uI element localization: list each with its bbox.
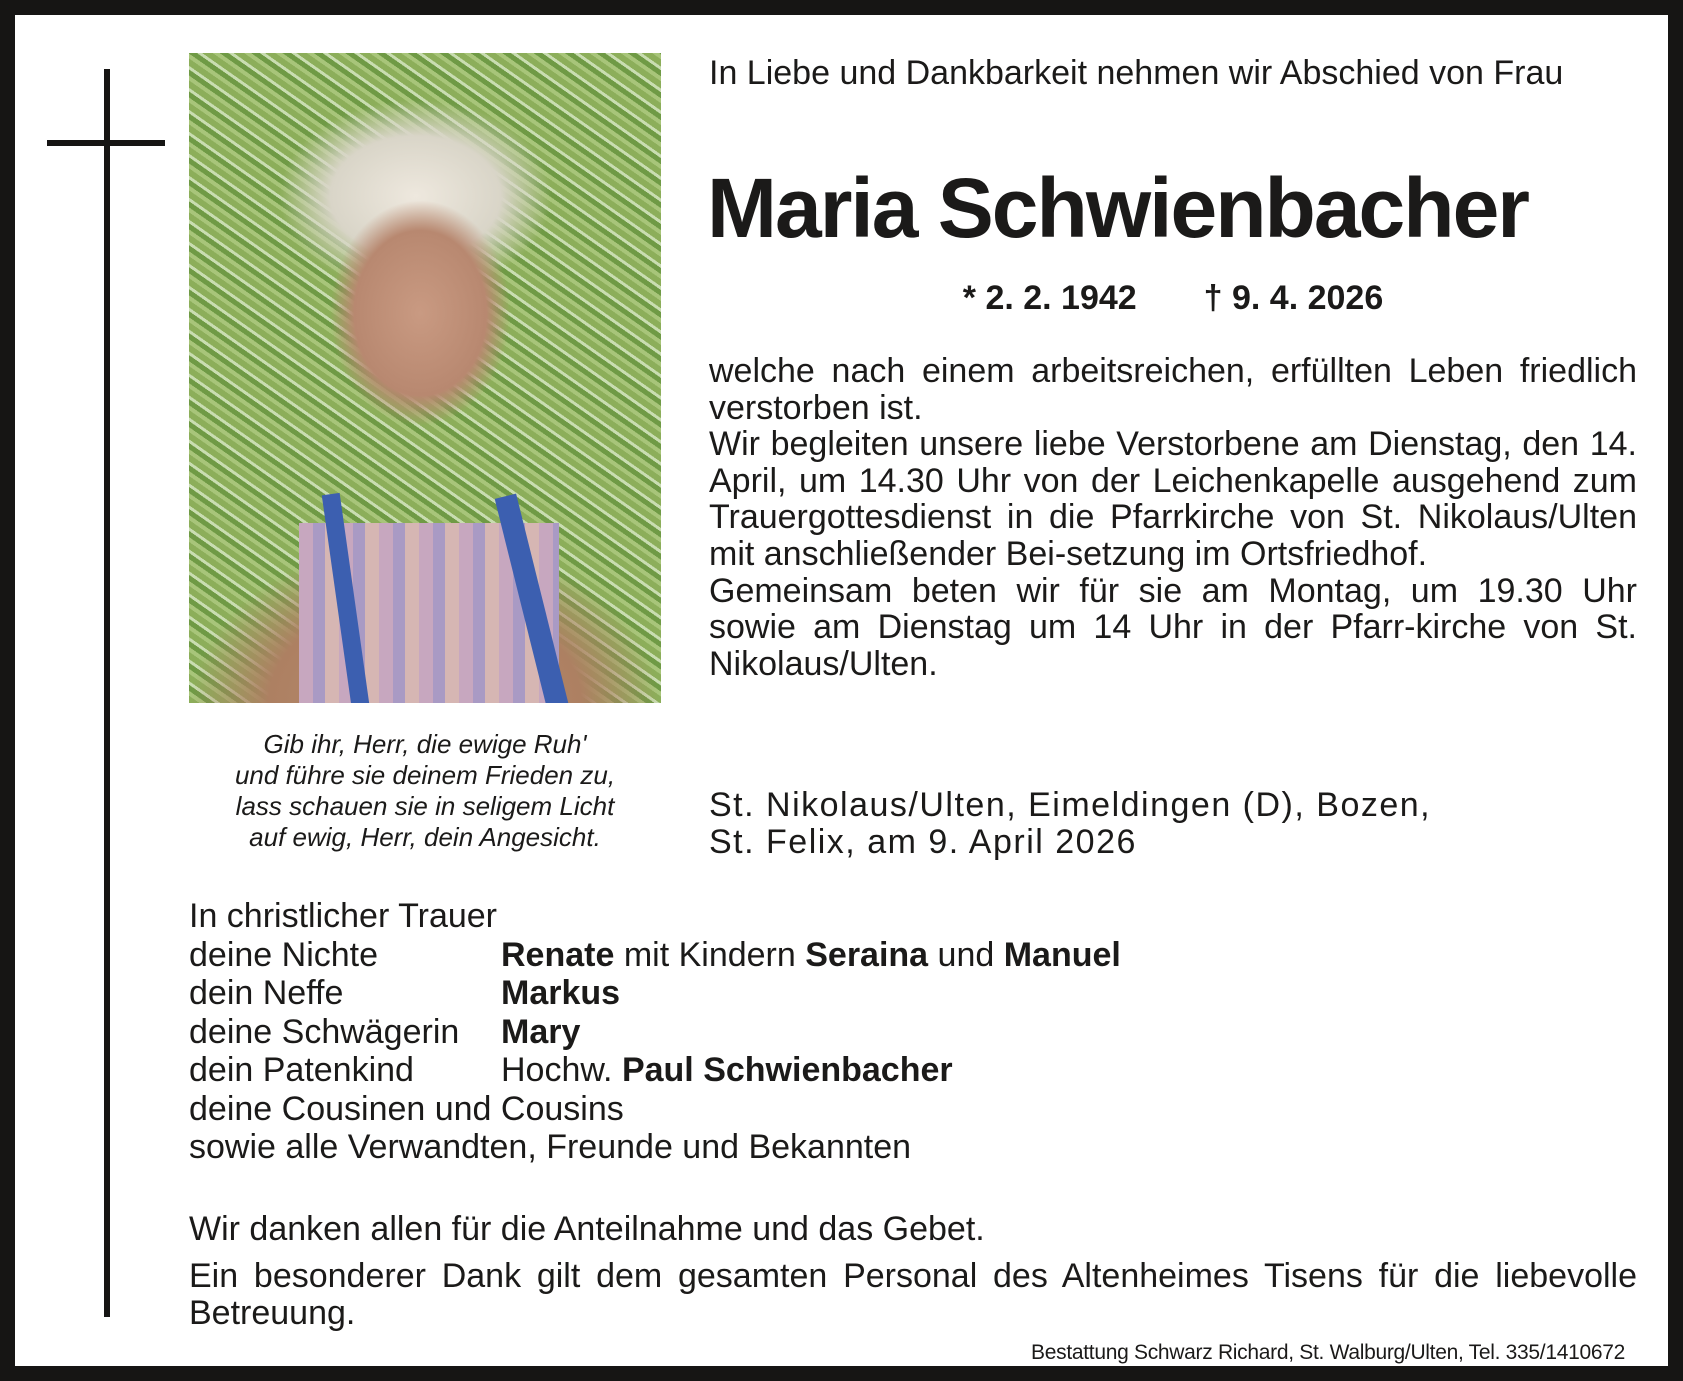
mourner-relation: deine Schwägerin (189, 1012, 460, 1051)
death-date: 9. 4. 2026 (1231, 279, 1384, 317)
mourner-relation: dein Patenkind (189, 1051, 414, 1089)
places-line: St. Nikolaus/Ulten, Eimeldingen (D), Bozen, (709, 786, 1432, 824)
mourner-relation: dein Neffe (189, 974, 344, 1012)
body-paragraph: Wir begleiten unsere liebe Verstorbene am Dienstag, den 14. April, um 14.30 Uhr von der Leichenkapelle ausgehend zum Trauergottesdienst in die Pfarrkirche von St. Nikolaus/Ulten mit anschließender Bei-setzung im Ortsfriedhof. (709, 425, 1637, 573)
date-line: St. Felix, am 9. April 2026 (709, 823, 1137, 861)
prayer-verse (189, 729, 661, 853)
body-paragraph: Gemeinsam beten wir für sie am Montag, um 19.30 Uhr sowie am Dienstag um 14 Uhr in der Pfarr-kirche von St. Nikolaus/Ulten. (709, 571, 1637, 683)
mourner-row (189, 936, 1489, 975)
mourner-name: Paul Schwienbacher (621, 1051, 953, 1089)
announcement-body (709, 353, 1637, 682)
mourner-connector: und (928, 935, 1004, 974)
birth-star-icon: * (962, 279, 976, 317)
portrait-photo (189, 53, 661, 703)
prayer-line: und führe sie deinem Frieden zu, (234, 760, 616, 790)
body-paragraph: welche nach einem arbeitsreichen, erfüllten Leben friedlich verstorben ist. (709, 352, 1637, 427)
funeral-home-credit: Bestattung Schwarz Richard, St. Walburg/Ulten, Tel. 335/1410672 (1031, 1341, 1625, 1364)
deceased-name: Maria Schwienbacher (707, 161, 1528, 255)
mourner-group: deine Cousinen und Cousins (189, 1089, 624, 1128)
mourner-title: Hochw. (501, 1051, 622, 1089)
thanks-line: Ein besonderer Dank gilt dem gesamten Personal des Altenheimes Tisens für die liebevolle Betreuung. (189, 1257, 1637, 1332)
mourner-row (189, 1013, 1489, 1052)
cross-icon-vertical (104, 69, 110, 1317)
mourner-name: Renate (501, 935, 615, 974)
thanks-line: Wir danken allen für die Anteilnahme und das Gebet. (189, 1210, 985, 1248)
intro-text: In Liebe und Dankbarkeit nehmen wir Abschied von Frau (709, 54, 1564, 92)
thanks-section (189, 1211, 1637, 1342)
places-and-date (709, 787, 1637, 861)
mourners-list (189, 897, 1489, 1167)
mourner-name: Mary (501, 1012, 581, 1051)
mourner-group: sowie alle Verwandten, Freunde und Bekannten (189, 1128, 912, 1166)
mourner-relation: deine Nichte (189, 935, 379, 974)
mourner-row (189, 974, 1489, 1013)
mourner-name: Manuel (1003, 935, 1121, 974)
mourner-name: Seraina (805, 935, 929, 974)
life-dates (709, 279, 1637, 318)
mourners-heading: In christlicher Trauer (189, 897, 497, 935)
mourner-row (189, 1051, 1489, 1090)
prayer-line: Gib ihr, Herr, die ewige Ruh' (263, 729, 587, 759)
obituary-card (15, 15, 1668, 1366)
mourner-connector: mit Kindern (614, 935, 806, 974)
death-dagger-icon: † (1203, 279, 1223, 317)
cross-icon-horizontal (47, 140, 165, 146)
birth-date: 2. 2. 1942 (985, 279, 1137, 317)
prayer-line: lass schauen sie in seligem Licht (235, 791, 615, 821)
prayer-line: auf ewig, Herr, dein Angesicht. (249, 822, 601, 852)
mourner-name: Markus (501, 974, 621, 1012)
